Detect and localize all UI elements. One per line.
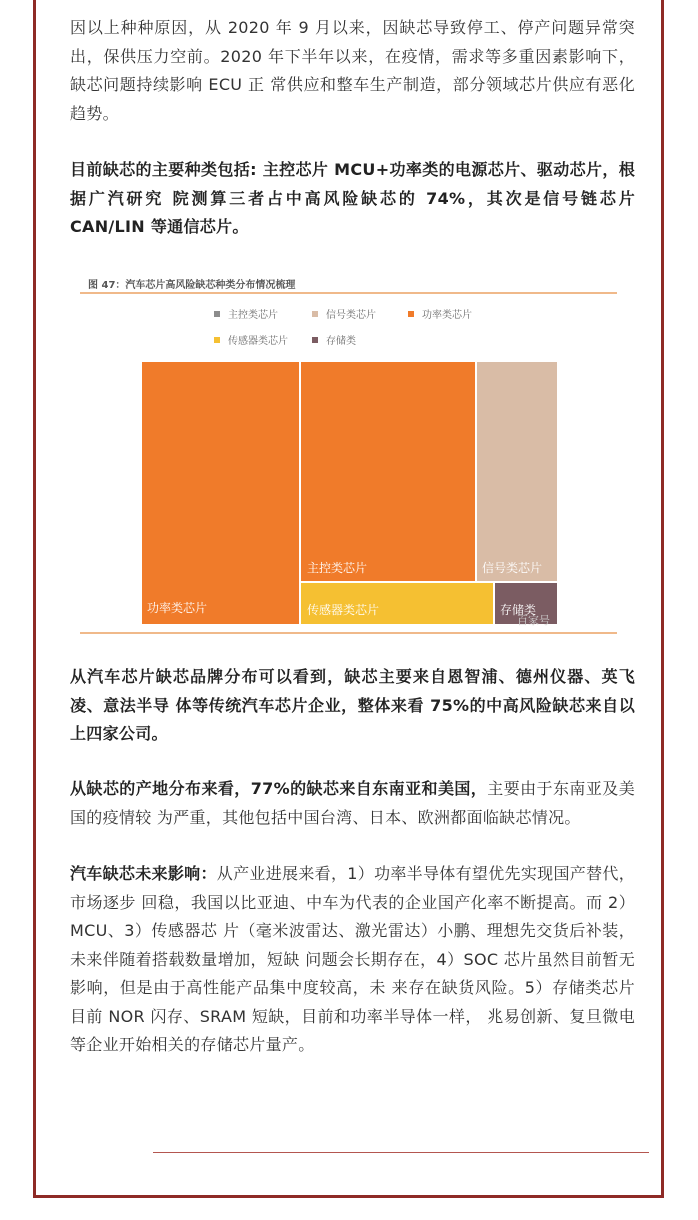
- legend-label-sensor: 传感器类芯片: [228, 336, 288, 347]
- legend-item-mcu: [214, 306, 278, 321]
- legend-item-storage: [312, 332, 356, 347]
- watermark-text: 百家号: [517, 614, 550, 627]
- legend-label-power: 功率类芯片: [422, 310, 472, 321]
- tile-label-storage: 存储类: [500, 603, 537, 617]
- treemap-chart: [80, 270, 620, 642]
- chart-top-rule: [80, 292, 617, 294]
- paragraph-regions-rest: 主要由于东南亚及美国的疫情较 为严重，其他包括中国台湾、日本、欧洲都面临缺芯情况。: [70, 779, 635, 827]
- paragraph-brands-text: 从汽车芯片缺芯品牌分布可以看到，缺芯主要来自恩智浦、德州仪器、英飞凌、意法半导 体等传统汽车芯片企业，整体来看 75%的中高风险缺芯来自以上四家公司。: [70, 667, 635, 743]
- legend-item-power: [408, 306, 472, 321]
- paragraph-regions-bold: 从缺芯的产地分布来看，77%的缺芯来自东南亚和美国，: [70, 779, 488, 798]
- paragraph-chip-types-text: 目前缺芯的主要种类包括: 主控芯片 MCU+功率类的电源芯片、驱动芯片，根据广汽研究 院测算三者占中高风险缺芯的 74%，其次是信号链芯片 CAN/LIN 等通信芯片。: [70, 160, 635, 236]
- tile-sensor: [301, 583, 493, 624]
- tile-label-sensor: 传感器类芯片: [307, 603, 380, 617]
- chart-title: 图 47：汽车芯片高风险缺芯种类分布情况梳理: [88, 280, 296, 291]
- legend-swatch-power: [408, 311, 414, 317]
- paragraph-regions: [70, 775, 635, 832]
- legend-label-storage: 存储类: [326, 336, 356, 347]
- tile-label-mcu: 主控类芯片: [307, 561, 368, 575]
- tile-mcu: [301, 362, 475, 581]
- legend-swatch-signal: [312, 311, 318, 317]
- legend-label-mcu: 主控类芯片: [228, 310, 278, 321]
- tile-power: [142, 362, 299, 624]
- tile-label-signal: 信号类芯片: [482, 561, 543, 575]
- paragraph-future-bold: 汽车缺芯未来影响：: [70, 864, 217, 883]
- legend-item-sensor: [214, 332, 288, 347]
- legend-item-signal: [312, 306, 376, 321]
- paragraph-chip-types: [70, 156, 635, 242]
- legend-swatch-sensor: [214, 337, 220, 343]
- bottom-divider: [153, 1152, 649, 1153]
- paragraph-brands: [70, 663, 635, 749]
- tile-label-power: 功率类芯片: [147, 601, 208, 615]
- legend-label-signal: 信号类芯片: [326, 310, 376, 321]
- paragraph-reasons: 因以上种种原因，从 2020 年 9 月以来，因缺芯导致停工、停产问题异常突出，保供压力空前。2020 年下半年以来，在疫情，需求等多重因素影响下，缺芯问题持续影响 ECU 正 常供应和整车生产制造，部分领域芯片供应有恶化趋势。: [70, 18, 635, 123]
- chart-bottom-rule: [80, 632, 617, 634]
- tile-signal: [477, 362, 557, 581]
- paragraph-future-impact: [70, 860, 635, 1060]
- paragraph-future-rest: 从产业进展来看，1）功率半导体有望优先实现国产替代，市场逐步 回稳，我国以比亚迪、中车为代表的企业国产化率不断提高。而 2）MCU、3）传感器芯 片（毫米波雷达、激光雷达）小鹏、理想先交货后补装，未来伴随着搭载数量增加，短缺 问题会长期存在，4）SOC 芯片虽然目前暂无影响，但是由于高性能产品集中度较高，未 来存在缺货风险。5）存储类芯片目前 NOR 闪存、SRAM 短缺，目前和功率半导体一样， 兆易创新、复旦微电等企业开始相关的存储芯片量产。: [70, 864, 636, 1054]
- legend-swatch-mcu: [214, 311, 220, 317]
- legend-swatch-storage: [312, 337, 318, 343]
